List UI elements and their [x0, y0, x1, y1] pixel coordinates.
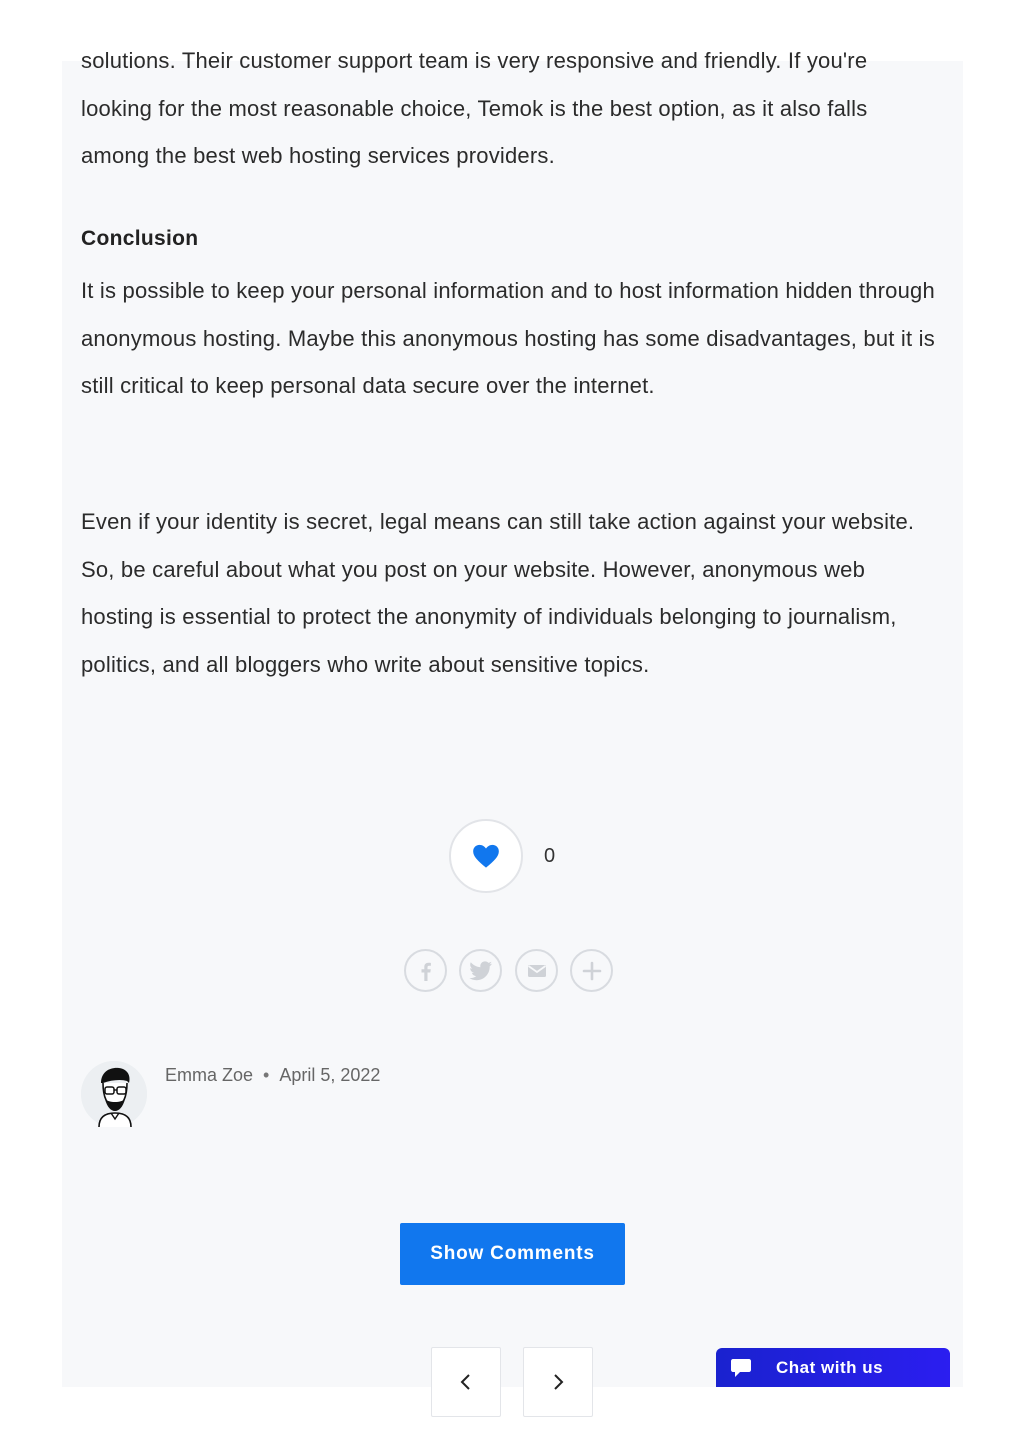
conclusion-heading: Conclusion	[81, 227, 199, 250]
author-portrait-icon	[81, 1061, 147, 1127]
intro-paragraph: solutions. Their customer support team is very responsive and friendly. If you're looking for the most reasonable choice, Temok is the best option, as it also falls among the best web hosting services providers.	[81, 48, 868, 168]
plus-icon	[582, 961, 602, 981]
twitter-icon	[469, 961, 493, 981]
share-more-button[interactable]	[570, 949, 613, 992]
meta-separator: •	[263, 1065, 270, 1085]
facebook-icon	[416, 960, 436, 982]
chat-bubble-icon	[730, 1357, 752, 1379]
email-icon	[527, 963, 547, 979]
next-post-button[interactable]	[523, 1347, 593, 1417]
chat-widget[interactable]	[716, 1348, 950, 1387]
author-meta	[165, 1065, 380, 1086]
author-avatar[interactable]	[81, 1061, 147, 1127]
author-name[interactable]: Emma Zoe	[165, 1065, 254, 1085]
chat-label: Chat with us	[776, 1357, 884, 1377]
show-comments-button[interactable]: Show Comments	[400, 1223, 625, 1285]
heart-icon	[472, 843, 500, 869]
conclusion-paragraph: It is possible to keep your personal information and to host information hidden through anonymous hosting. Maybe this anonymous hosting has some disadvantages, but it is still critical to keep personal data secure over the internet.	[81, 278, 935, 398]
like-button[interactable]	[449, 819, 523, 893]
chevron-left-icon	[459, 1372, 473, 1392]
chevron-right-icon	[551, 1372, 565, 1392]
share-twitter-button[interactable]	[459, 949, 502, 992]
like-count: 0	[544, 845, 556, 867]
article-card	[62, 48, 963, 1387]
share-facebook-button[interactable]	[404, 949, 447, 992]
previous-post-button[interactable]	[431, 1347, 501, 1417]
post-date: April 5, 2022	[279, 1065, 381, 1085]
share-email-button[interactable]	[515, 949, 558, 992]
closing-paragraph: Even if your identity is secret, legal means can still take action against your website. So, be careful about what you post on your website. However, anonymous web hosting is essential to protect the anonymity of individuals belonging to journalism, politics, and all bloggers who write about sensitive topics.	[81, 509, 915, 677]
